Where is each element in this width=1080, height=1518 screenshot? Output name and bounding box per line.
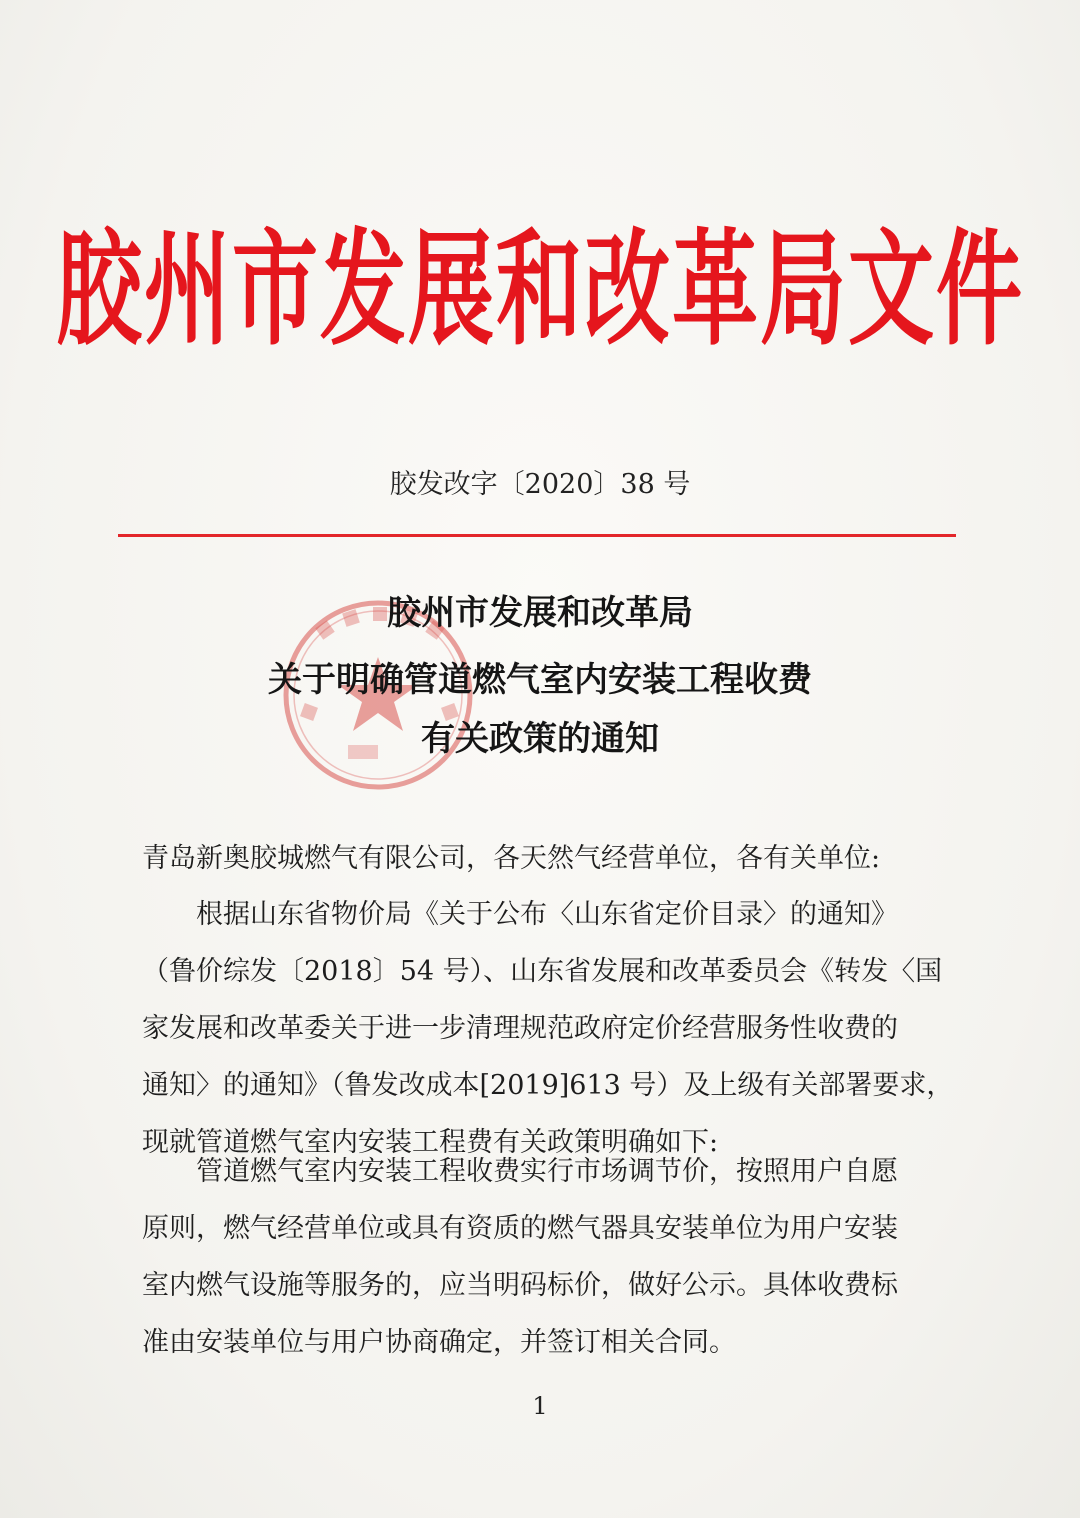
masthead-title: 胶州市发展和改革局文件: [56, 216, 1024, 363]
paragraph-line: 原则，燃气经营单位或具有资质的燃气器具安装单位为用户安装: [142, 1213, 898, 1244]
paragraph-line: 家发展和改革委关于进一步清理规范政府定价经营服务性收费的: [142, 1013, 898, 1044]
paragraph-line: 管道燃气室内安装工程收费实行市场调节价，按照用户自愿: [196, 1156, 898, 1187]
salutation-line: 青岛新奥胶城燃气有限公司，各天然气经营单位，各有关单位:: [142, 843, 881, 874]
paragraph-line: 现就管道燃气室内安装工程费有关政策明确如下:: [142, 1127, 719, 1158]
notice-title-line-3: 有关政策的通知: [421, 719, 659, 759]
paragraph-line: （鲁价综发〔2018〕54 号）、山东省发展和改革委员会《转发〈国: [142, 956, 943, 987]
document-number: 胶发改字〔2020〕38 号: [389, 469, 691, 500]
paragraph-line: 准由安装单位与用户协商确定，并签订相关合同。: [142, 1327, 736, 1358]
paragraph-line: 根据山东省物价局《关于公布〈山东省定价目录〉的通知》: [196, 899, 898, 930]
notice-title-line-2: 关于明确管道燃气室内安装工程收费: [268, 660, 812, 700]
red-divider-line: [118, 534, 956, 537]
paragraph-1: [142, 886, 952, 1171]
paragraph-line: 通知〉的通知》（鲁发改成本[2019]613 号）及上级有关部署要求，: [142, 1070, 954, 1101]
paragraph-line: 室内燃气设施等服务的，应当明码标价，做好公示。具体收费标: [142, 1270, 898, 1301]
paragraph-2: [142, 1143, 952, 1371]
salutation: [142, 830, 952, 887]
page-number: 1: [532, 1392, 548, 1420]
notice-title-line-1: 胶州市发展和改革局: [387, 593, 693, 633]
